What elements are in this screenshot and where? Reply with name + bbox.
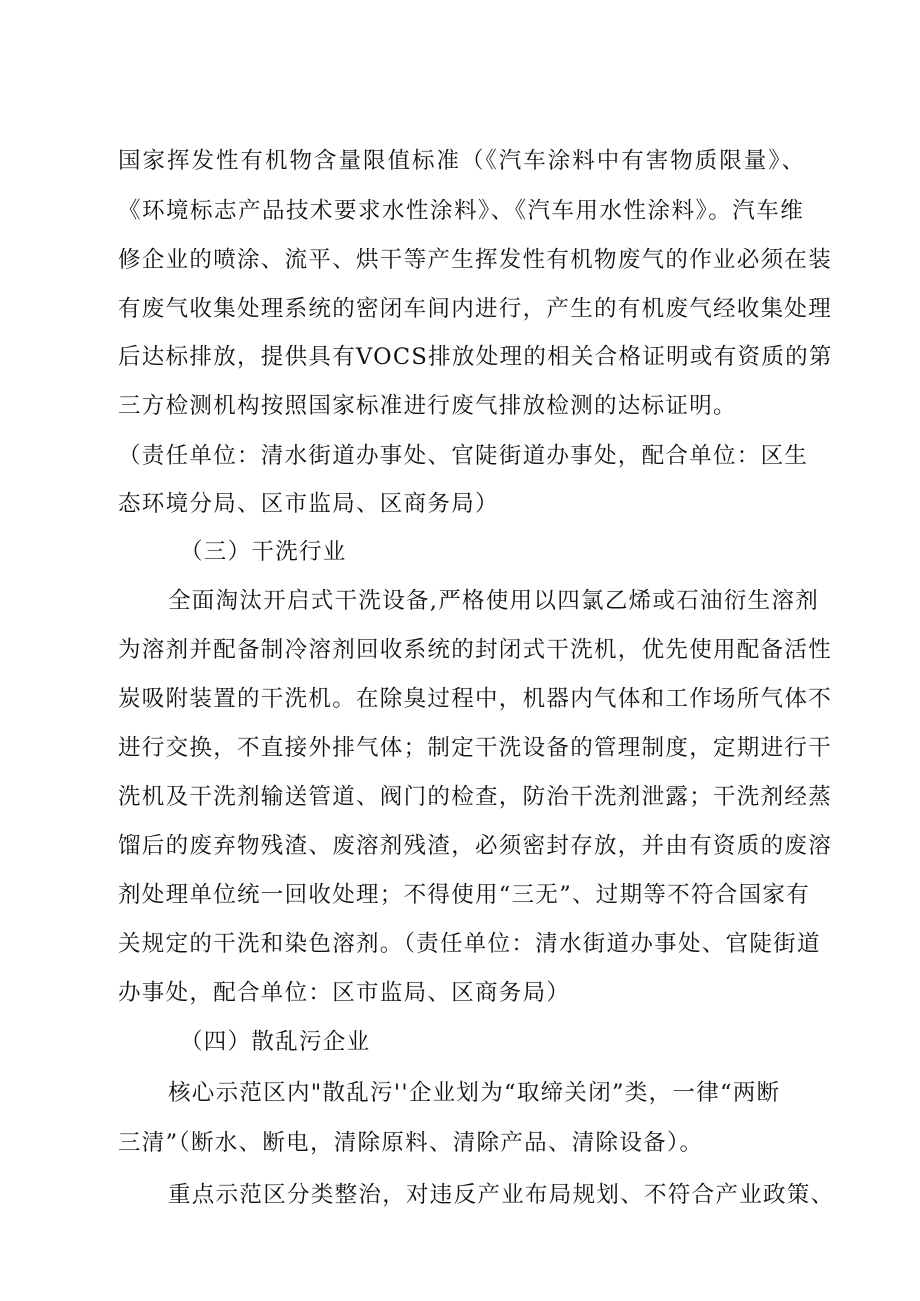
text-line: 炭吸附装置的干洗机。在除臭过程中，机器内气体和工作场所气体不 bbox=[118, 686, 833, 712]
text-line: 关规定的干洗和染色溶剂。（责任单位：清水街道办事处、官陡街道 bbox=[118, 931, 821, 957]
text-line: 为溶剂并配备制冷溶剂回收系统的封闭式干洗机，优先使用配备活性 bbox=[118, 637, 833, 663]
text-line: 后达标排放，提供具有VOCS排放处理的相关合格证明或有资质的第 bbox=[118, 344, 833, 370]
text-line: 《环境标志产品技术要求水性涂料》、《汽车用水性涂料》。汽车维 bbox=[118, 198, 805, 224]
text-line: 重点示范区分类整治，对违反产业布局规划、不符合产业政策、 bbox=[168, 1182, 835, 1208]
text-line: 办事处，配合单位：区市监局、区商务局） bbox=[118, 980, 571, 1006]
section-heading: （四）散乱污企业 bbox=[180, 1029, 371, 1055]
text-line: 三清”（断水、断电，清除原料、清除产品、清除设备）。 bbox=[118, 1130, 704, 1156]
text-line: 三方检测机构按照国家标准进行废气排放检测的达标证明。 bbox=[118, 393, 737, 419]
section-heading: （三）干洗行业 bbox=[180, 539, 347, 565]
text-line: 态环境分局、区市监局、区商务局） bbox=[118, 491, 499, 517]
text-line: 洗机及干洗剂输送管道、阀门的检查，防治干洗剂泄露；干洗剂经蒸 bbox=[118, 784, 833, 810]
text-line: 国家挥发性有机物含量限值标准（《汽车涂料中有害物质限量》、 bbox=[118, 148, 807, 174]
text-line: 剂处理单位统一回收处理；不得使用“三无”、过期等不符合国家有 bbox=[118, 882, 811, 908]
text-line: 修企业的喷涂、流平、烘干等产生挥发性有机物废气的作业必须在装 bbox=[118, 247, 833, 273]
text-line: （责任单位：清水街道办事处、官陡街道办事处，配合单位：区生 bbox=[118, 443, 809, 469]
text-line: 进行交换，不直接外排气体；制定干洗设备的管理制度，定期进行干 bbox=[118, 735, 833, 761]
text-line: 有废气收集处理系统的密闭车间内进行，产生的有机废气经收集处理 bbox=[118, 296, 833, 322]
text-line: 全面淘汰开启式干洗设备,严格使用以四氯乙烯或石油衍生溶剂 bbox=[168, 588, 820, 614]
text-line: 馏后的废弃物残渣、废溶剂残渣，必须密封存放，并由有资质的废溶 bbox=[118, 833, 833, 859]
text-line: 核心示范区内"散乱污''企业划为“取缔关闭”类，一律“两断 bbox=[168, 1080, 781, 1106]
